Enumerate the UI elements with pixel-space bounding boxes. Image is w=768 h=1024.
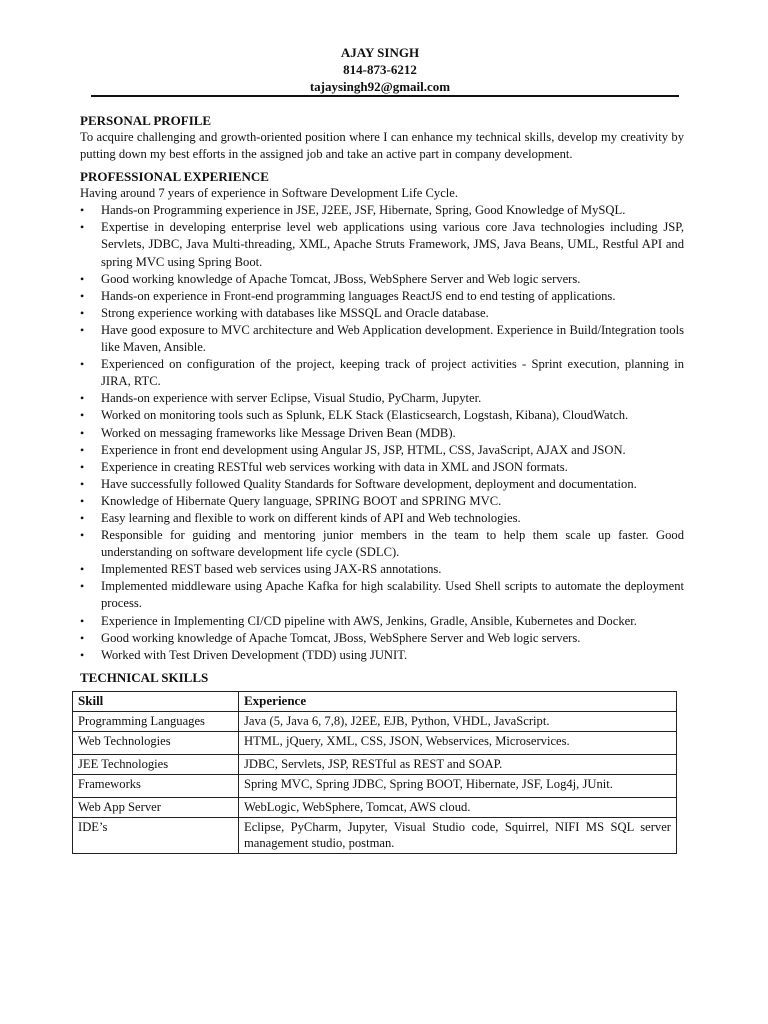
table-row: [73, 797, 677, 817]
experience-item: [80, 390, 684, 407]
bullet-icon: •: [80, 613, 85, 628]
experience-item: [80, 219, 684, 270]
skill-experience-cell: Spring MVC, Spring JDBC, Spring BOOT, Hibernate, JSF, Log4j, JUnit.: [239, 774, 677, 797]
skill-name-cell: JEE Technologies: [73, 754, 239, 774]
experience-item-text: Strong experience working with databases like MSSQL and Oracle database.: [101, 305, 489, 320]
experience-item: [80, 510, 684, 527]
skills-header-experience: Experience: [239, 691, 677, 711]
experience-item: [80, 476, 684, 493]
candidate-name: AJAY SINGH: [340, 45, 420, 60]
experience-item: [80, 578, 684, 612]
experience-item: [80, 356, 684, 390]
experience-item: [80, 459, 684, 476]
skills-header-skill: Skill: [73, 691, 239, 711]
skill-name-cell: Frameworks: [73, 774, 239, 797]
bullet-icon: •: [80, 203, 85, 218]
bullet-icon: •: [80, 493, 85, 508]
skill-experience-cell: Java (5, Java 6, 7,8), J2EE, EJB, Python, VHDL, JavaScript.: [239, 711, 677, 731]
experience-item-text: Knowledge of Hibernate Query language, SPRING BOOT and SPRING MVC.: [101, 493, 502, 508]
experience-item: [80, 305, 684, 322]
experience-item-text: Have good exposure to MVC architecture and Web Application development. Experience in Build/Integration tools like Maven, Ansible.: [101, 322, 684, 355]
experience-item-text: Experience in front end development using Angular JS, JSP, HTML, CSS, JavaScript, AJAX and JSON.: [101, 442, 626, 457]
experience-item: [80, 561, 684, 578]
bullet-icon: •: [80, 579, 85, 594]
bullet-icon: •: [80, 305, 85, 320]
experience-item-text: Hands-on Programming experience in JSE, J2EE, JSF, Hibernate, Spring, Good Knowledge of MySQL.: [101, 203, 626, 218]
experience-item-text: Worked on monitoring tools such as Splunk, ELK Stack (Elasticsearch, Logstash, Kibana), CloudWatch.: [101, 408, 629, 423]
bullet-icon: •: [80, 391, 85, 406]
experience-item-text: Experience in Implementing CI/CD pipeline with AWS, Jenkins, Gradle, Ansible, Kubernetes and Docker.: [101, 613, 637, 628]
bullet-icon: •: [80, 562, 85, 577]
technical-skills-section: [80, 669, 684, 854]
skill-name-cell: Programming Languages: [73, 711, 239, 731]
experience-item-text: Worked with Test Driven Development (TDD) using JUNIT.: [101, 647, 408, 662]
profile-text: To acquire challenging and growth-oriented position where I can enhance my technical skills, develop my creativity by putting down my best efforts in the assigned job and take an active part in company development.: [80, 130, 684, 162]
experience-intro: Having around 7 years of experience in Software Development Life Cycle.: [80, 186, 459, 201]
experience-item: [80, 271, 684, 288]
experience-item: [80, 425, 684, 442]
resume-body: [80, 112, 684, 854]
table-row: [73, 731, 677, 754]
experience-item-text: Have successfully followed Quality Standards for Software development, deployment and documentation.: [101, 476, 637, 491]
skill-experience-cell: WebLogic, WebSphere, Tomcat, AWS cloud.: [239, 797, 677, 817]
bullet-icon: •: [80, 442, 85, 457]
experience-item-text: Easy learning and flexible to work on different kinds of API and Web technologies.: [101, 510, 521, 525]
experience-item: [80, 527, 684, 561]
skill-name-cell: IDE’s: [73, 817, 239, 853]
section-title-experience: PROFESSIONAL EXPERIENCE: [80, 169, 269, 185]
skills-table: [72, 691, 677, 854]
skill-experience-cell: JDBC, Servlets, JSP, RESTful as REST and SOAP.: [239, 754, 677, 774]
bullet-icon: •: [80, 357, 85, 372]
experience-item-text: Hands-on experience with server Eclipse, Visual Studio, PyCharm, Jupyter.: [101, 391, 482, 406]
bullet-icon: •: [80, 630, 85, 645]
skill-name-cell: Web App Server: [73, 797, 239, 817]
experience-item: [80, 202, 684, 219]
experience-item-text: Implemented REST based web services using JAX-RS annotations.: [101, 562, 442, 577]
experience-item: [80, 407, 684, 424]
table-row: [73, 817, 677, 853]
section-title-profile: PERSONAL PROFILE: [80, 113, 212, 128]
professional-experience-section: [80, 168, 684, 664]
candidate-email: tajaysingh92@gmail.com: [309, 79, 451, 94]
skills-table-header-row: [73, 691, 677, 711]
bullet-icon: •: [80, 271, 85, 286]
section-title-skills: TECHNICAL SKILLS: [80, 669, 209, 685]
bullet-icon: •: [80, 322, 85, 337]
bullet-icon: •: [80, 288, 85, 303]
bullet-icon: •: [80, 647, 85, 662]
table-row: [73, 754, 677, 774]
experience-item: [80, 647, 684, 664]
table-row: [73, 774, 677, 797]
experience-item-text: Good working knowledge of Apache Tomcat, JBoss, WebSphere Server and Web logic servers.: [101, 271, 581, 286]
table-row: [73, 711, 677, 731]
skill-experience-cell: Eclipse, PyCharm, Jupyter, Visual Studio code, Squirrel, NIFI MS SQL server management studio, postman.: [239, 817, 677, 853]
experience-item-text: Hands-on experience in Front-end programming languages ReactJS end to end testing of applications.: [101, 288, 616, 303]
experience-item: [80, 442, 684, 459]
experience-item-text: Experience in creating RESTful web services working with data in XML and JSON formats.: [101, 459, 568, 474]
bullet-icon: •: [80, 408, 85, 423]
experience-item-text: Worked on messaging frameworks like Message Driven Bean (MDB).: [101, 425, 456, 440]
experience-item-text: Expertise in developing enterprise level web applications using various core Java technologies including JSP, Servlets, JDBC, Java Multi-threading, XML, Apache Struts Framework, JMS, Java Beans, UML, Restful API and spring MVC using Spring Boot.: [101, 220, 684, 269]
experience-item-text: Experienced on configuration of the project, keeping track of project activities - Sprint execution, planning in JIRA, RTC.: [101, 357, 684, 389]
experience-item-text: Responsible for guiding and mentoring junior members in the team to help them scale up faster. Good understanding on software development life cycle (SDLC).: [101, 528, 684, 560]
skill-name-cell: Web Technologies: [73, 731, 239, 754]
experience-item-text: Implemented middleware using Apache Kafka for high scalability. Used Shell scripts to automate the deployment process.: [101, 579, 684, 611]
experience-item: [80, 322, 684, 356]
bullet-icon: •: [80, 459, 85, 474]
experience-item: [80, 613, 684, 630]
experience-list: [80, 202, 684, 664]
skill-experience-cell: HTML, jQuery, XML, CSS, JSON, Webservices, Microservices.: [239, 731, 677, 754]
header-divider: [91, 95, 679, 97]
experience-item-text: Good working knowledge of Apache Tomcat, JBoss, WebSphere Server and Web logic servers.: [101, 630, 581, 645]
skills-table-body: [73, 711, 677, 853]
bullet-icon: •: [80, 220, 85, 235]
bullet-icon: •: [80, 510, 85, 525]
experience-item: [80, 493, 684, 510]
experience-item: [80, 630, 684, 647]
bullet-icon: •: [80, 528, 85, 543]
resume-header: [80, 44, 680, 95]
personal-profile-section: [80, 112, 684, 163]
bullet-icon: •: [80, 476, 85, 491]
bullet-icon: •: [80, 425, 85, 440]
experience-item: [80, 288, 684, 305]
candidate-phone: 814-873-6212: [343, 62, 417, 77]
